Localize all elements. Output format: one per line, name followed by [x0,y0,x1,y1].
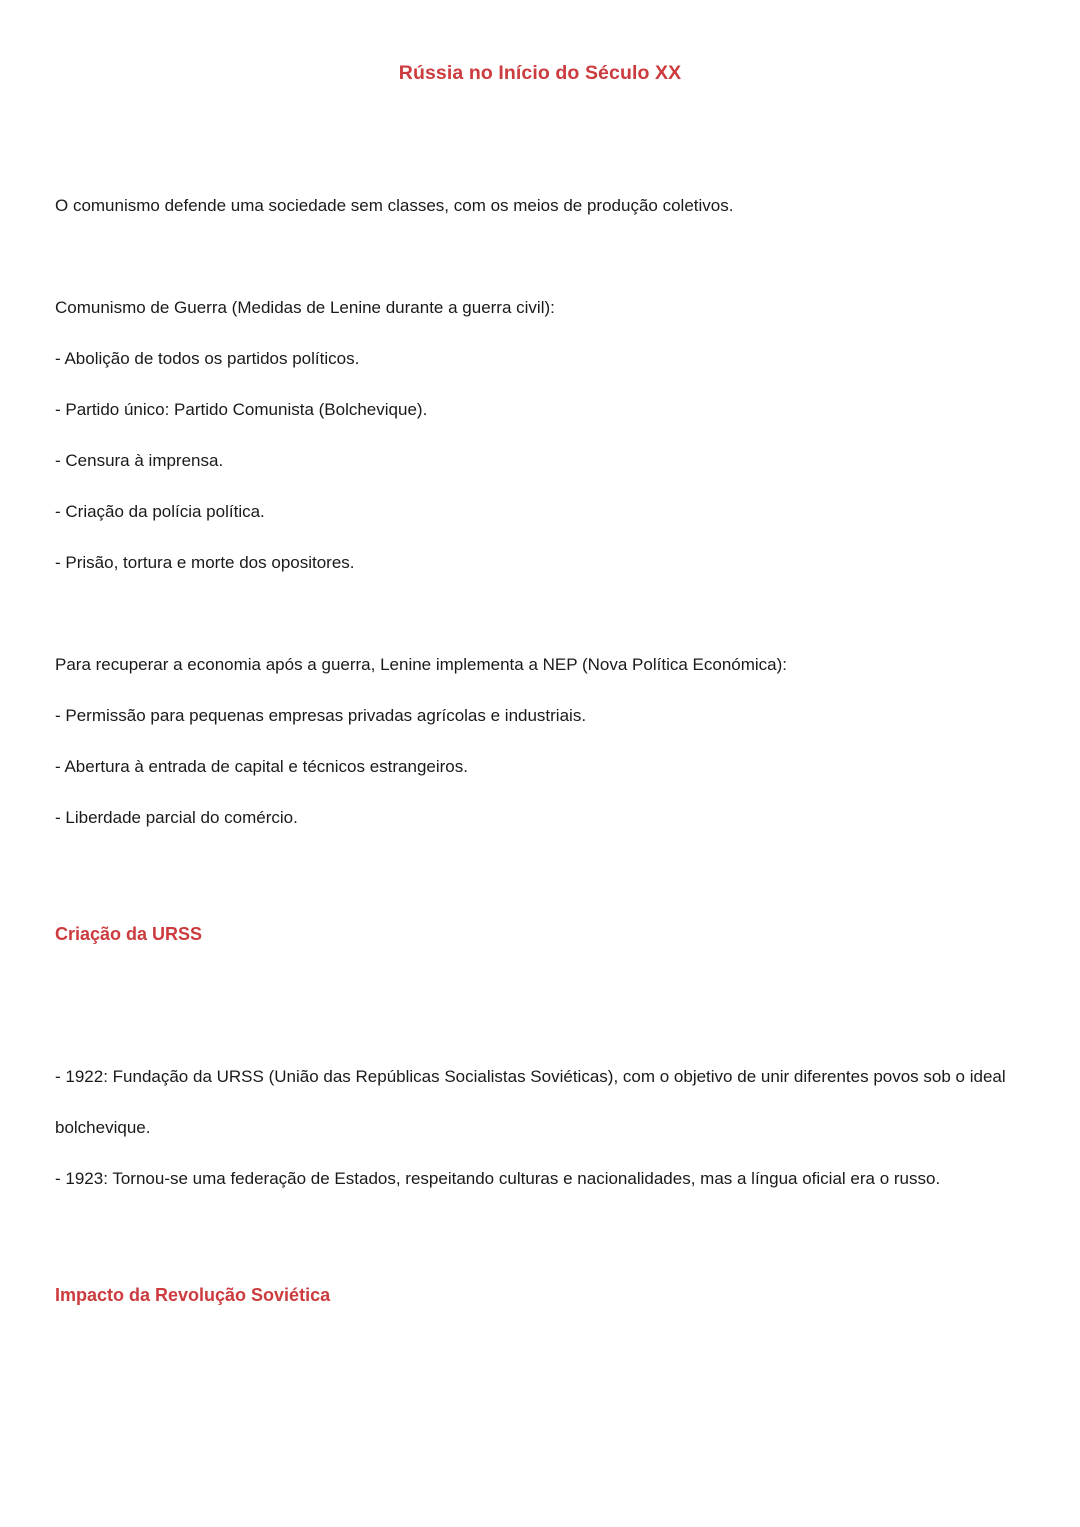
nep-lead: Para recuperar a economia após a guerra, Lenine implementa a NEP (Nova Política Económica): [55,655,788,674]
spacer [55,1204,1030,1255]
document-body [55,180,1030,1317]
spacer [55,956,1030,1007]
section-heading-criacao-urss: Criação da URSS [55,924,203,944]
war-communism-item: - Censura à imprensa. [55,451,224,470]
ussr-creation-item: - 1922: Fundação da URSS (União das Repúblicas Socialistas Soviéticas), com o objetivo de unir diferentes povos sob o ideal bolchevique. [55,1067,1006,1137]
war-communism-item: - Abolição de todos os partidos políticos. [55,349,360,368]
spacer [55,588,1030,639]
spacer [55,843,1030,894]
nep-item: - Permissão para pequenas empresas privadas agrícolas e industriais. [55,706,587,725]
war-communism-lead: Comunismo de Guerra (Medidas de Lenine durante a guerra civil): [55,298,555,317]
section-heading-impacto-revolucao-sovietica: Impacto da Revolução Soviética [55,1285,331,1305]
nep-item: - Liberdade parcial do comércio. [55,808,298,827]
war-communism-item: - Partido único: Partido Comunista (Bolchevique). [55,400,428,419]
page-title: Rússia no Início do Século XX [398,62,682,84]
spacer [55,894,1030,912]
spacer [55,1007,1030,1051]
war-communism-item: - Criação da polícia política. [55,502,265,521]
nep-item: - Abertura à entrada de capital e técnicos estrangeiros. [55,757,468,776]
spacer [55,1255,1030,1273]
spacer [55,231,1030,282]
ussr-creation-item: - 1923: Tornou-se uma federação de Estados, respeitando culturas e nacionalidades, mas a língua oficial era o russo. [55,1169,941,1188]
intro-paragraph: O comunismo defende uma sociedade sem classes, com os meios de produção coletivos. [55,196,734,215]
war-communism-item: - Prisão, tortura e morte dos opositores. [55,553,355,572]
